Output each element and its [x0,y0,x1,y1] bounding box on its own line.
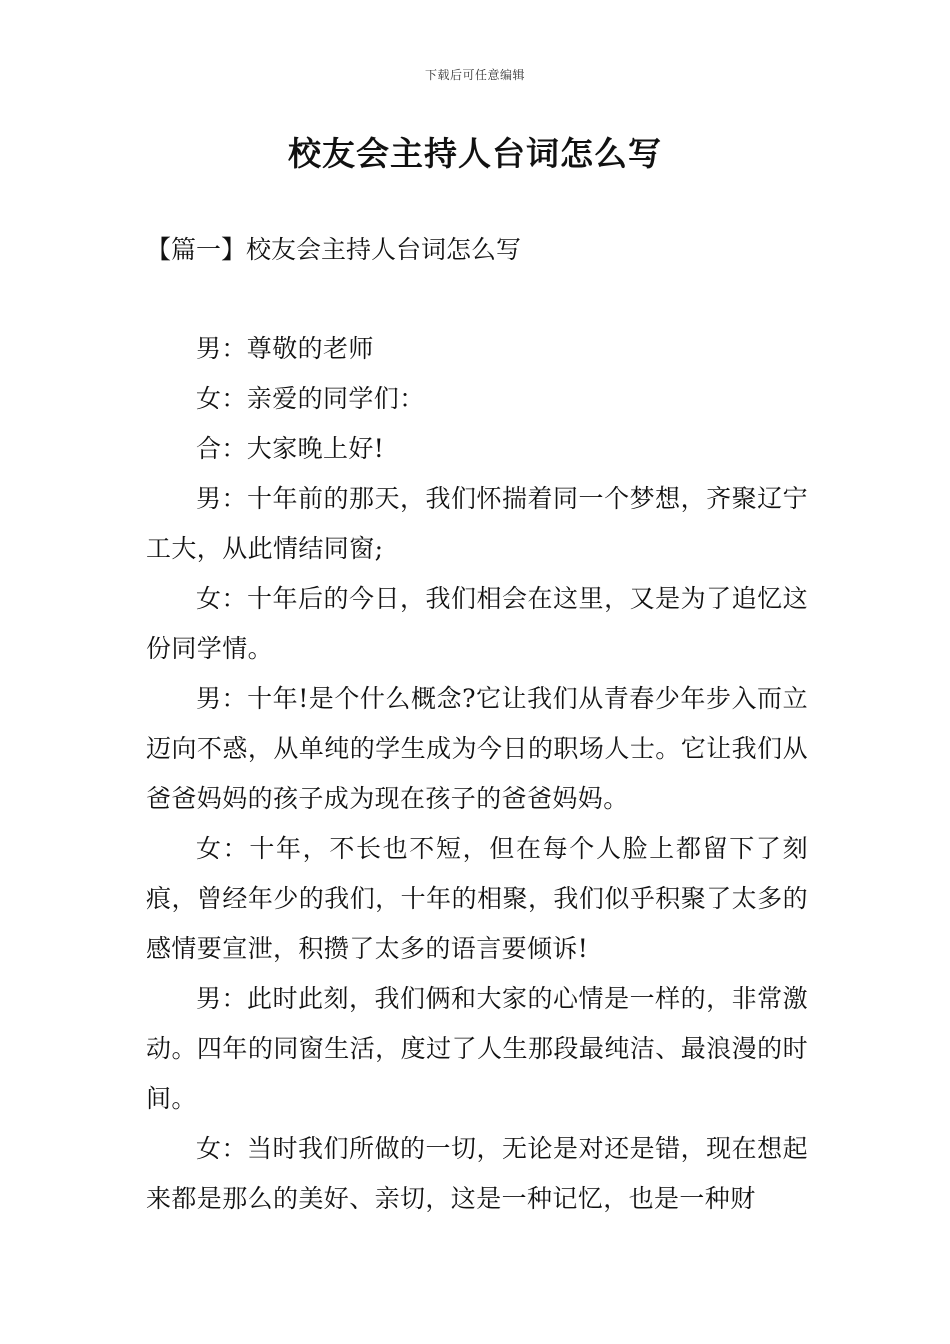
header-note: 下载后可任意编辑 [424,68,525,82]
paragraph: 女：当时我们所做的一切，无论是对还是错，现在想起来都是那么的美好、亲切，这是一种记忆，也是一种财 [146,1134,808,1213]
paragraph: 合：大家晚上好! [196,434,385,463]
document-title: 校友会主持人台词怎么写 [288,134,662,173]
paragraph: 女：亲爱的同学们： [196,384,425,413]
paragraph: 男：此时此刻，我们俩和大家的心情是一样的，非常激动。四年的同窗生活，度过了人生那段最纯洁、最浪漫的时间。 [146,984,808,1113]
paragraph: 男：十年!是个什么概念?它让我们从青春少年步入而立迈向不惑，从单纯的学生成为今日的职场人士。它让我们从爸爸妈妈的孩子成为现在孩子的爸爸妈妈。 [146,684,808,813]
paragraph: 男：尊敬的老师 [196,334,374,363]
paragraph: 女：十年后的今日，我们相会在这里，又是为了追忆这份同学情。 [146,584,808,663]
section-heading: 【篇一】校友会主持人台词怎么写 [146,235,522,264]
paragraph: 女：十年，不长也不短，但在每个人脸上都留下了刻痕，曾经年少的我们，十年的相聚，我们似乎积聚了太多的感情要宣泄，积攒了太多的语言要倾诉! [146,834,808,963]
body-text [146,324,808,1224]
paragraph: 男：十年前的那天，我们怀揣着同一个梦想，齐聚辽宁工大，从此情结同窗; [146,484,808,563]
